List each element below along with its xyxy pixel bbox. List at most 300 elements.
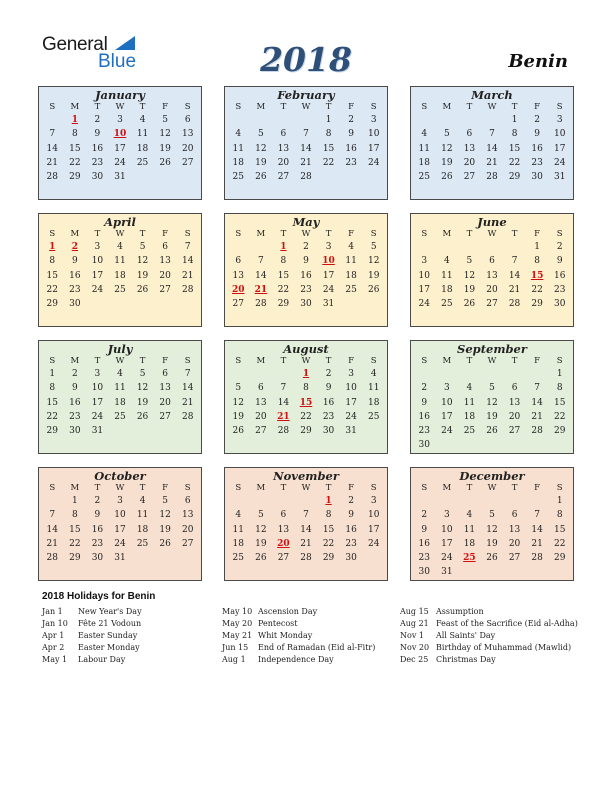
day-cell: 22 [46, 411, 58, 422]
empty-day [272, 113, 295, 127]
day-cell: 6 [162, 369, 168, 379]
month-february [224, 86, 388, 200]
day-cell: 1 [71, 496, 78, 506]
day-cell: 16 [91, 524, 104, 535]
day-cell: 7 [280, 383, 287, 394]
month-name: September [457, 342, 527, 356]
day-cell: 18 [463, 538, 476, 549]
day-cell: 27 [159, 411, 171, 422]
holiday-day: 21 [254, 284, 268, 295]
day-cell: 2 [94, 496, 101, 506]
day-cell: 4 [466, 510, 473, 521]
day-cell: 23 [531, 157, 543, 168]
empty-day [526, 367, 549, 381]
month-name: October [94, 469, 146, 483]
holiday-name: Independence Day [258, 655, 334, 665]
day-cell: 13 [159, 383, 171, 394]
day-cell: 4 [443, 256, 450, 267]
holiday-name: Pentecost [258, 619, 298, 629]
weekday-header: W [301, 229, 311, 239]
day-cell: 31 [441, 567, 453, 578]
empty-day [41, 113, 64, 127]
day-cell: 2 [534, 115, 540, 125]
weekday-header: S [49, 102, 56, 112]
holiday-date: May 10 [222, 607, 253, 616]
day-cell: 9 [71, 383, 78, 394]
day-cell: 11 [418, 143, 430, 154]
day-cell: 14 [181, 383, 194, 394]
holiday-row [400, 654, 578, 666]
day-cell: 12 [159, 510, 171, 521]
day-cell: 20 [159, 397, 171, 408]
day-cell: 24 [322, 284, 335, 295]
day-cell: 25 [136, 538, 149, 549]
day-cell: 9 [348, 129, 354, 140]
day-cell: 9 [421, 397, 428, 408]
day-cell: 7 [511, 256, 518, 267]
day-cell: 31 [114, 172, 126, 183]
day-cell: 5 [139, 369, 146, 379]
weekday-header: S [184, 483, 191, 493]
holiday-name: Christmas Day [436, 655, 496, 665]
empty-day [227, 367, 250, 381]
day-cell: 15 [553, 524, 566, 535]
day-cell: 22 [277, 284, 290, 295]
day-cell: 17 [345, 397, 357, 408]
weekday-header: S [421, 356, 428, 366]
day-cell: 13 [181, 129, 194, 140]
holiday-row [400, 618, 578, 630]
weekday-header: T [94, 102, 101, 112]
day-cell: 23 [69, 284, 81, 295]
day-cell: 11 [232, 524, 244, 535]
day-cell: 21 [46, 538, 58, 549]
holiday-date: Aug 21 [400, 619, 429, 629]
empty-day [458, 367, 481, 381]
holiday-day: 21 [277, 411, 290, 422]
day-cell: 3 [556, 115, 563, 125]
empty-day [503, 367, 526, 381]
day-cell: 25 [114, 411, 126, 422]
day-cell: 1 [511, 115, 518, 125]
weekday-header: M [256, 229, 266, 239]
weekday-header: T [94, 229, 101, 239]
day-cell: 11 [114, 383, 126, 394]
day-cell: 19 [136, 270, 149, 281]
month-name: March [471, 88, 513, 102]
day-cell: 30 [91, 172, 104, 183]
day-cell: 6 [489, 256, 495, 267]
weekday-header: T [511, 483, 518, 493]
day-cell: 19 [232, 411, 244, 422]
day-cell: 20 [486, 284, 498, 295]
day-cell: 20 [463, 157, 476, 168]
day-cell: 19 [255, 538, 267, 549]
day-cell: 16 [322, 397, 335, 408]
holiday-date: Apr 1 [42, 631, 65, 641]
weekday-header: S [49, 356, 56, 366]
day-cell: 21 [531, 411, 543, 422]
holiday-date: Nov 20 [400, 643, 430, 653]
day-cell: 22 [300, 411, 312, 422]
day-cell: 8 [556, 510, 563, 521]
empty-day [481, 113, 504, 127]
day-cell: 21 [531, 538, 543, 549]
day-cell: 15 [69, 524, 81, 535]
day-cell: 31 [322, 299, 335, 310]
day-cell: 8 [511, 129, 518, 140]
weekday-header: S [370, 483, 377, 493]
weekday-header: M [442, 102, 452, 112]
month-name: June [477, 215, 507, 229]
holiday-name: Labour Day [78, 655, 126, 665]
day-cell: 11 [136, 129, 149, 140]
day-cell: 28 [255, 299, 267, 310]
weekday-header: T [280, 356, 287, 366]
day-cell: 25 [463, 426, 476, 437]
day-cell: 27 [232, 299, 244, 310]
day-cell: 22 [553, 411, 566, 422]
day-cell: 13 [277, 143, 290, 154]
day-cell: 14 [46, 524, 58, 535]
day-cell: 29 [300, 426, 312, 437]
weekday-header: W [115, 356, 125, 366]
holiday-name: All Saints' Day [436, 631, 496, 641]
day-cell: 2 [71, 369, 78, 379]
weekday-header: S [184, 102, 191, 112]
weekday-header: M [70, 356, 80, 366]
day-cell: 15 [508, 143, 521, 154]
month-name: May [292, 215, 320, 229]
weekday-header: S [235, 483, 242, 493]
weekday-header: F [162, 102, 169, 112]
day-cell: 6 [511, 383, 518, 394]
day-cell: 23 [322, 411, 335, 422]
day-cell: 12 [441, 143, 453, 154]
holiday-date: May 1 [42, 655, 68, 665]
empty-day [436, 240, 459, 254]
empty-day [250, 113, 273, 127]
empty-day [413, 367, 436, 381]
day-cell: 31 [553, 172, 566, 183]
day-cell: 27 [508, 426, 521, 437]
empty-day [413, 113, 436, 127]
month-august [224, 340, 388, 454]
day-cell: 23 [345, 157, 357, 168]
day-cell: 25 [441, 299, 453, 310]
weekday-header: T [139, 102, 146, 112]
day-cell: 13 [277, 524, 290, 535]
day-cell: 16 [345, 524, 357, 535]
day-cell: 13 [159, 256, 171, 267]
month-january [38, 86, 202, 200]
day-cell: 14 [46, 143, 58, 154]
holiday-day: 1 [71, 115, 78, 125]
day-cell: 3 [94, 369, 101, 379]
weekday-header: M [442, 356, 452, 366]
day-cell: 22 [553, 538, 566, 549]
day-cell: 15 [69, 143, 81, 154]
day-cell: 14 [181, 256, 194, 267]
day-cell: 7 [489, 129, 495, 140]
day-cell: 19 [486, 411, 498, 422]
weekday-header: T [94, 356, 101, 366]
day-cell: 30 [69, 426, 81, 437]
day-cell: 13 [463, 143, 476, 154]
day-cell: 30 [300, 299, 312, 310]
weekday-header: T [466, 356, 473, 366]
day-cell: 23 [91, 157, 104, 168]
empty-day [272, 494, 295, 508]
day-cell: 25 [418, 172, 430, 183]
weekday-header: S [235, 229, 242, 239]
day-cell: 16 [300, 270, 312, 281]
logo-blue-text: Blue [98, 51, 137, 72]
day-cell: 17 [441, 411, 453, 422]
day-cell: 18 [114, 270, 126, 281]
day-cell: 28 [46, 553, 58, 564]
day-cell: 9 [71, 256, 78, 267]
month-name: February [277, 88, 335, 102]
month-name: November [273, 469, 339, 483]
day-cell: 28 [508, 299, 521, 310]
day-cell: 12 [463, 270, 476, 281]
holiday-row [222, 618, 375, 630]
day-cell: 8 [303, 383, 309, 394]
day-cell: 31 [345, 426, 357, 437]
weekday-header: S [184, 356, 191, 366]
day-cell: 21 [486, 157, 498, 168]
holiday-date: Aug 1 [222, 655, 246, 665]
day-cell: 27 [159, 284, 171, 295]
day-cell: 19 [255, 157, 267, 168]
day-cell: 29 [553, 553, 566, 564]
day-cell: 1 [534, 242, 540, 252]
weekday-header: M [442, 483, 452, 493]
day-cell: 5 [139, 242, 146, 252]
day-cell: 21 [181, 397, 194, 408]
day-cell: 15 [46, 270, 58, 281]
day-cell: 5 [162, 496, 168, 506]
day-cell: 5 [370, 242, 377, 252]
empty-day [250, 367, 273, 381]
day-cell: 7 [49, 129, 56, 140]
day-cell: 30 [69, 299, 81, 310]
day-cell: 2 [303, 242, 309, 252]
weekday-header: T [511, 102, 518, 112]
day-cell: 25 [367, 411, 380, 422]
day-cell: 17 [322, 270, 335, 281]
holiday-day: 20 [277, 538, 290, 549]
day-cell: 29 [277, 299, 290, 310]
holiday-day: 15 [530, 270, 544, 281]
holiday-date: Nov 1 [400, 631, 424, 641]
holiday-row [400, 606, 578, 618]
day-cell: 2 [348, 115, 354, 125]
weekday-header: M [256, 356, 266, 366]
day-cell: 3 [117, 496, 123, 506]
day-cell: 6 [162, 242, 168, 252]
day-cell: 2 [348, 496, 354, 506]
day-cell: 9 [556, 256, 563, 267]
day-cell: 9 [534, 129, 540, 140]
month-may [224, 213, 388, 327]
day-cell: 31 [91, 426, 104, 437]
day-cell: 18 [345, 270, 357, 281]
holiday-date: Aug 15 [400, 607, 429, 616]
day-cell: 10 [553, 129, 566, 140]
day-cell: 2 [556, 242, 563, 252]
holiday-name: Birthday of Muhammad (Mawlid) [436, 643, 572, 653]
day-cell: 1 [556, 496, 563, 506]
day-cell: 15 [553, 397, 566, 408]
weekday-header: S [49, 483, 56, 493]
day-cell: 14 [508, 270, 521, 281]
day-cell: 8 [49, 383, 56, 394]
day-cell: 2 [325, 369, 332, 379]
holiday-date: May 20 [222, 619, 253, 629]
day-cell: 16 [418, 538, 430, 549]
day-cell: 7 [257, 256, 264, 267]
day-cell: 18 [114, 397, 126, 408]
day-cell: 30 [418, 567, 430, 578]
holiday-day: 10 [113, 129, 127, 140]
day-cell: 24 [91, 411, 104, 422]
day-cell: 9 [94, 510, 101, 521]
empty-day [526, 494, 549, 508]
weekday-header: T [139, 483, 146, 493]
empty-day [503, 240, 526, 254]
day-cell: 18 [136, 524, 149, 535]
day-cell: 26 [486, 553, 498, 564]
weekday-header: T [511, 229, 518, 239]
day-cell: 7 [303, 129, 309, 140]
day-cell: 19 [441, 157, 453, 168]
day-cell: 8 [556, 383, 563, 394]
holiday-date: Jan 1 [42, 607, 63, 616]
weekday-header: F [348, 102, 355, 112]
holiday-name: Feast of the Sacrifice (Eid al-Adha) [436, 619, 578, 629]
day-cell: 23 [418, 426, 430, 437]
day-cell: 25 [232, 553, 244, 564]
holiday-column [222, 606, 375, 666]
day-cell: 18 [232, 538, 244, 549]
day-cell: 26 [367, 284, 380, 295]
day-cell: 7 [184, 242, 191, 252]
empty-day [227, 113, 250, 127]
holiday-day: 10 [322, 256, 335, 267]
day-cell: 18 [418, 157, 430, 168]
day-cell: 6 [184, 496, 191, 506]
day-cell: 25 [232, 172, 244, 183]
holiday-row [42, 606, 142, 618]
day-cell: 12 [136, 383, 149, 394]
day-cell: 11 [232, 143, 244, 154]
day-grid [41, 102, 199, 184]
day-cell: 8 [325, 510, 332, 521]
day-cell: 11 [367, 383, 380, 394]
day-cell: 30 [531, 172, 543, 183]
day-cell: 17 [418, 284, 430, 295]
day-cell: 11 [345, 256, 357, 267]
day-cell: 25 [114, 284, 126, 295]
day-cell: 24 [441, 553, 453, 564]
weekday-header: M [256, 483, 266, 493]
logo-general-text: General [42, 34, 108, 55]
day-cell: 5 [489, 510, 495, 521]
day-cell: 12 [136, 256, 149, 267]
weekday-header: F [534, 229, 541, 239]
day-cell: 22 [69, 538, 81, 549]
day-cell: 4 [348, 242, 354, 252]
day-cell: 12 [232, 397, 244, 408]
day-cell: 27 [463, 172, 476, 183]
day-cell: 17 [553, 143, 566, 154]
holiday-row [222, 606, 375, 618]
day-cell: 8 [71, 510, 78, 521]
day-cell: 13 [255, 397, 267, 408]
month-march [410, 86, 574, 200]
day-cell: 10 [91, 256, 104, 267]
holiday-column [42, 606, 142, 666]
day-cell: 23 [69, 411, 81, 422]
day-cell: 5 [162, 115, 168, 125]
holiday-name: Ascension Day [258, 607, 318, 616]
day-cell: 3 [443, 383, 450, 394]
day-cell: 29 [69, 172, 81, 183]
empty-day [295, 113, 318, 127]
day-cell: 25 [345, 284, 357, 295]
day-cell: 21 [46, 157, 58, 168]
weekday-header: S [556, 229, 563, 239]
day-cell: 20 [159, 270, 171, 281]
day-cell: 22 [508, 157, 521, 168]
holiday-row [42, 642, 142, 654]
day-grid [413, 483, 571, 580]
weekday-header: M [256, 102, 266, 112]
day-cell: 10 [91, 383, 104, 394]
day-cell: 22 [46, 284, 58, 295]
day-grid [227, 483, 385, 565]
day-cell: 15 [322, 524, 335, 535]
day-cell: 21 [181, 270, 194, 281]
day-cell: 20 [508, 538, 521, 549]
day-cell: 26 [441, 172, 453, 183]
day-cell: 13 [508, 397, 521, 408]
country-name: Benin [508, 51, 568, 72]
day-cell: 26 [159, 157, 171, 168]
day-cell: 19 [136, 397, 149, 408]
day-cell: 20 [255, 411, 267, 422]
day-cell: 14 [255, 270, 267, 281]
day-grid [41, 229, 199, 311]
day-cell: 26 [486, 426, 498, 437]
day-cell: 28 [486, 172, 498, 183]
day-cell: 12 [255, 524, 267, 535]
weekday-header: W [115, 102, 125, 112]
weekday-header: W [487, 483, 497, 493]
day-cell: 13 [486, 270, 498, 281]
weekday-header: W [487, 356, 497, 366]
day-cell: 23 [300, 284, 312, 295]
day-cell: 20 [181, 143, 194, 154]
day-cell: 13 [232, 270, 244, 281]
day-cell: 3 [370, 115, 377, 125]
day-cell: 24 [345, 411, 357, 422]
day-cell: 6 [235, 256, 242, 267]
day-cell: 26 [255, 172, 267, 183]
holiday-row [400, 642, 578, 654]
